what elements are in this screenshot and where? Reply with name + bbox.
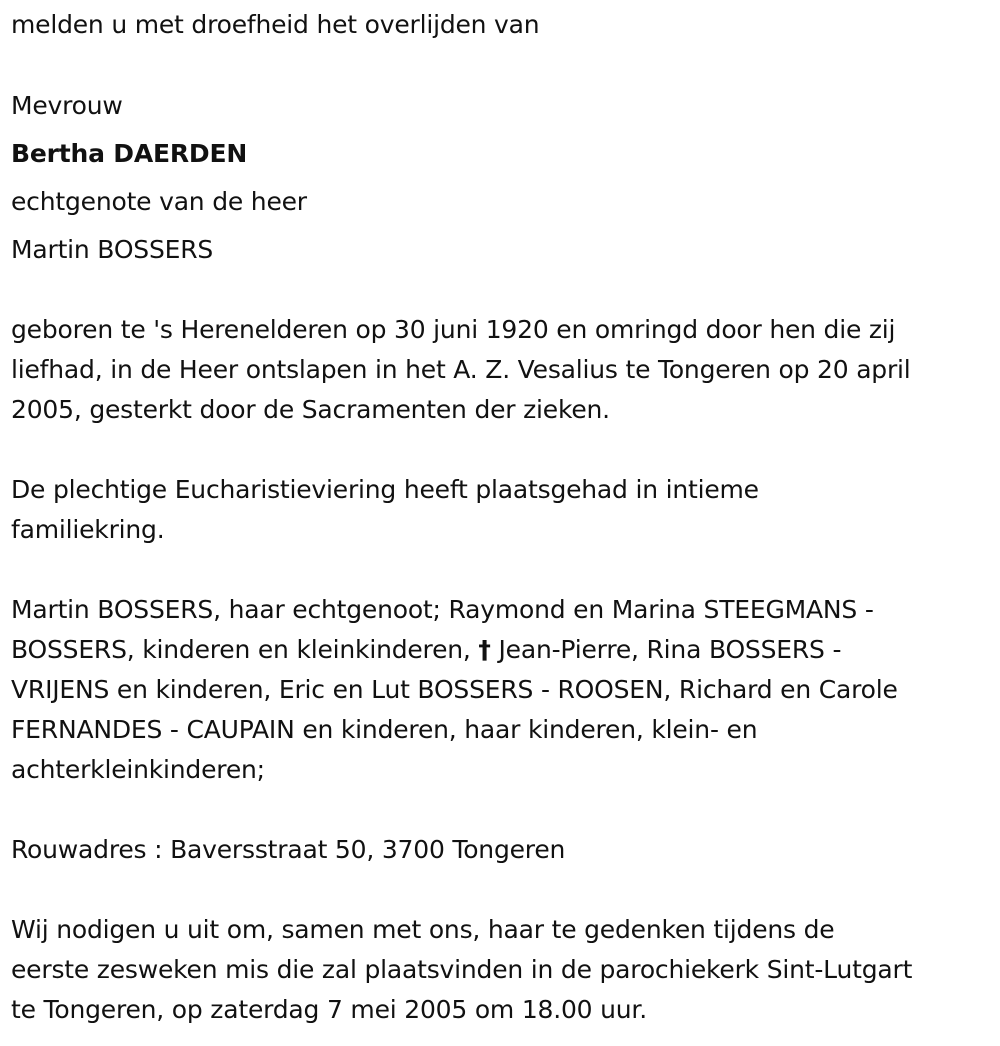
paragraph-line: eerste zesweken mis die zal plaatsvinden in de parochiekerk Sint-Lutgart (11, 955, 913, 984)
paragraph-line: Wij nodigen u uit om, samen met ons, haar te gedenken tijdens de (11, 915, 835, 944)
deceased-name: Bertha DAERDEN (11, 139, 248, 168)
paragraph-line: te Tongeren, op zaterdag 7 mei 2005 om 18.00 uur. (11, 995, 647, 1024)
paragraph-line: VRIJENS en kinderen, Eric en Lut BOSSERS - ROOSEN, Richard en Carole (11, 675, 898, 704)
paragraph-line: Martin BOSSERS, haar echtgenoot; Raymond en Marina STEEGMANS - (11, 595, 874, 624)
paragraph-line: De plechtige Eucharistieviering heeft plaatsgehad in intieme (11, 475, 759, 504)
paragraph-line: 2005, gesterkt door de Sacramenten der zieken. (11, 395, 610, 424)
mourning-address: Rouwadres : Baversstraat 50, 3700 Tongeren (11, 835, 566, 864)
cross-icon: † (478, 635, 491, 664)
spouse-name: Martin BOSSERS (11, 235, 214, 264)
paragraph-line: liefhad, in de Heer ontslapen in het A. Z. Vesalius te Tongeren op 20 april (11, 355, 911, 384)
salutation: Mevrouw (11, 91, 123, 120)
paragraph-line: geboren te 's Herenelderen op 30 juni 1920 en omringd door hen die zij (11, 315, 896, 344)
spouse-intro: echtgenote van de heer (11, 187, 307, 216)
text-segment: Jean-Pierre, Rina BOSSERS - (490, 635, 842, 664)
paragraph-line: familiekring. (11, 515, 165, 544)
intro-text: melden u met droefheid het overlijden van (11, 10, 540, 39)
paragraph-line (11, 630, 841, 670)
paragraph-line: FERNANDES - CAUPAIN en kinderen, haar kinderen, klein- en (11, 715, 758, 744)
text-segment: BOSSERS, kinderen en kleinkinderen, (11, 635, 479, 664)
paragraph-line: achterkleinkinderen; (11, 755, 265, 784)
